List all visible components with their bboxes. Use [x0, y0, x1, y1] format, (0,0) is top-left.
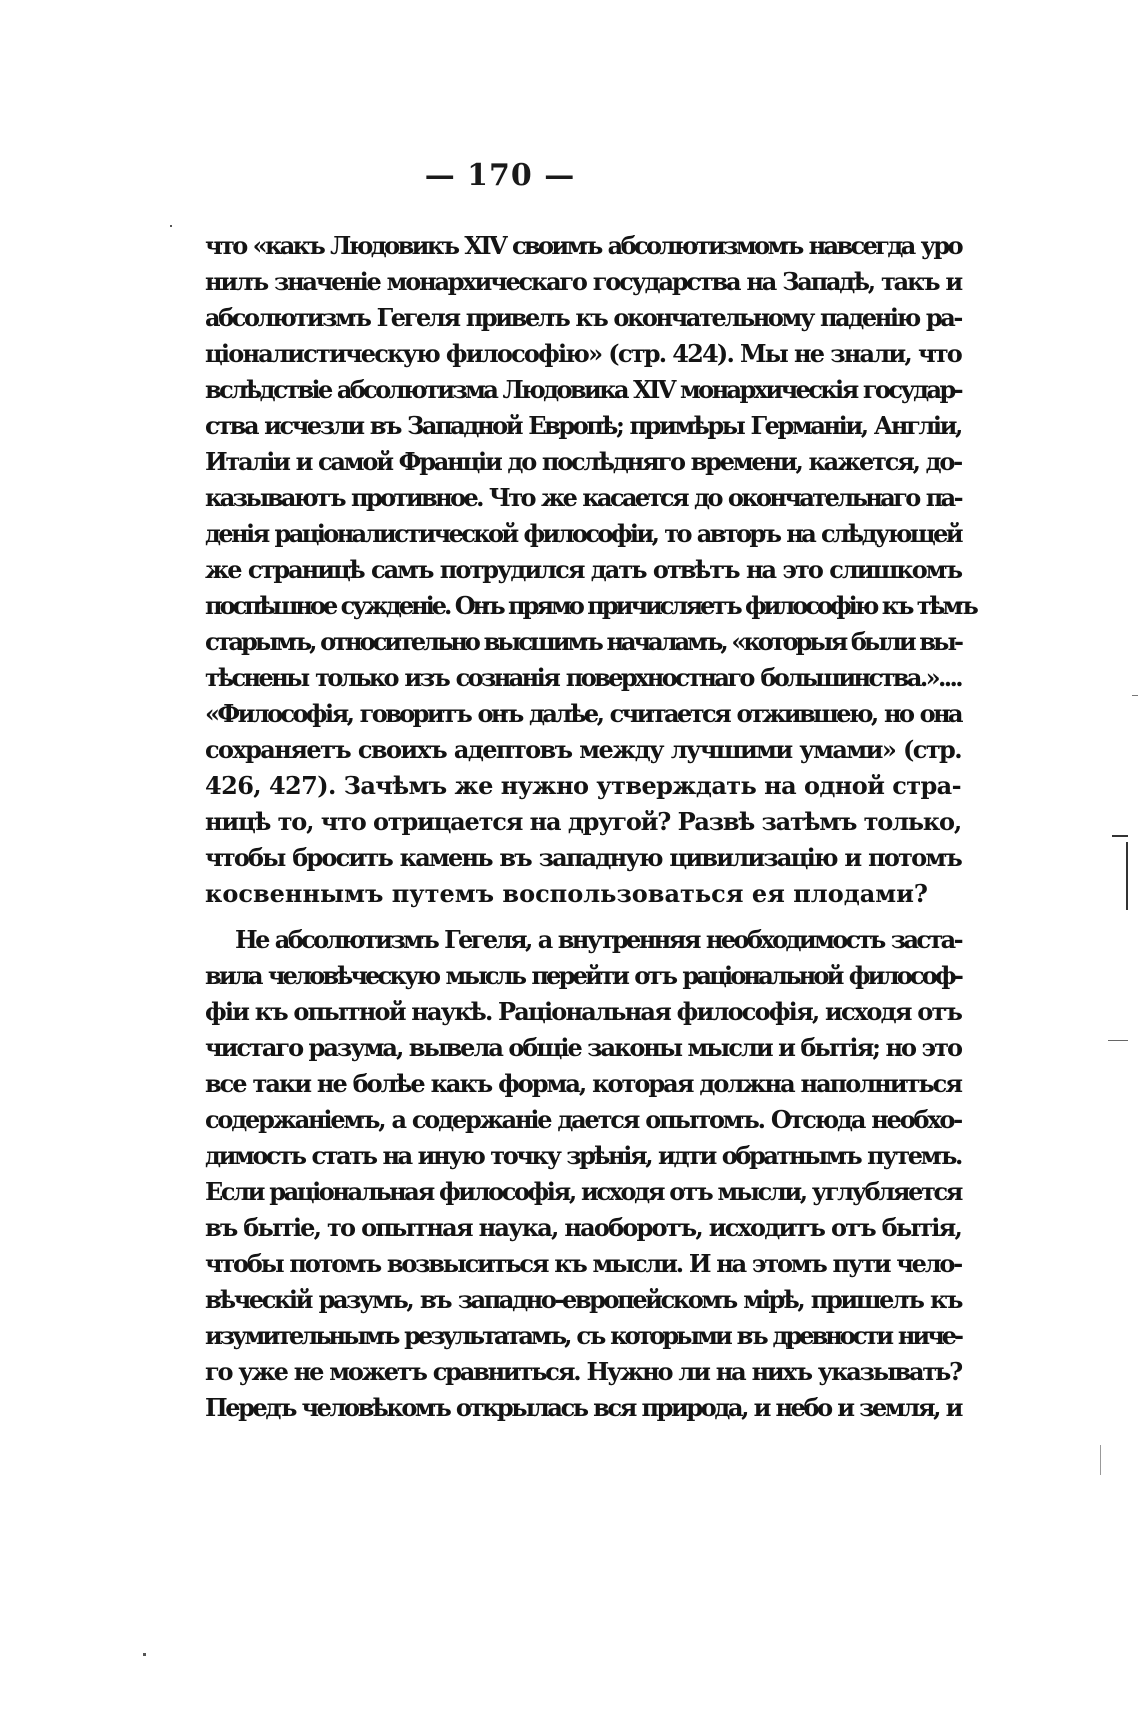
- text-line: Не абсолютизмъ Гегеля, а внутренняя необходимость заста-: [235, 925, 961, 954]
- text-line: димость стать на иную точку зрѣнія, идти обратнымъ путемъ.: [205, 1141, 961, 1170]
- text-line: косвеннымъ путемъ воспользоваться ея плодами?: [205, 879, 928, 908]
- text-line: что «какъ Людовикъ XIV своимъ абсолютизмомъ навсегда уро: [205, 231, 961, 260]
- text-line: Если раціональная философія, исходя отъ мысли, углубляется: [205, 1177, 961, 1206]
- text-line: чистаго разума, вывела общіе законы мысли и бытія; но это: [205, 1033, 961, 1062]
- scan-artifact-mark: [1108, 1040, 1128, 1041]
- text-line: ства исчезли въ Западной Европѣ; примѣры Германіи, Англіи,: [205, 411, 961, 440]
- text-line: Передъ человѣкомъ открылась вся природа, и небо и земля, и: [205, 1393, 961, 1422]
- text-line: чтобы потомъ возвыситься къ мысли. И на этомъ пути чело-: [205, 1249, 961, 1278]
- text-line: го уже не можетъ сравниться. Нужно ли на нихъ указывать?: [205, 1357, 961, 1386]
- text-line: «Философія, говоритъ онъ далѣе, считается отжившею, но она: [205, 699, 961, 728]
- text-line: абсолютизмъ Гегеля привелъ къ окончательному паденію ра-: [205, 303, 961, 332]
- paragraph-2: [205, 922, 961, 1426]
- scan-artifact-mark: [1126, 842, 1128, 910]
- text-line: сохраняетъ своихъ адептовъ между лучшими умами» (стр.: [205, 735, 961, 764]
- scan-artifact-mark: [1132, 695, 1138, 696]
- scan-artifact-mark: [143, 1653, 146, 1656]
- text-line: тѣснены только изъ сознанія поверхностнаго большинства.»....: [205, 663, 961, 692]
- text-line: вѣческій разумъ, въ западно-европейскомъ мірѣ, пришелъ къ: [205, 1285, 961, 1314]
- text-line: казываютъ противное. Что же касается до окончательнаго па-: [205, 483, 961, 512]
- text-line: изумительнымъ результатамъ, съ которыми въ древности ниче-: [205, 1321, 961, 1350]
- text-line: Италіи и самой Франціи до послѣдняго времени, кажется, до-: [205, 447, 961, 476]
- text-line: же страницѣ самъ потрудился дать отвѣтъ на это слишкомъ: [205, 555, 961, 584]
- text-line: ціоналистическую философію» (стр. 424). Мы не знали, что: [205, 339, 961, 368]
- text-line: вила человѣческую мысль перейти отъ раціональной философ-: [205, 961, 961, 990]
- text-line: ницѣ то, что отрицается на другой? Развѣ затѣмъ только,: [205, 807, 961, 836]
- scan-artifact-mark: [170, 225, 172, 227]
- text-line: въ бытіе, то опытная наука, наоборотъ, исходитъ отъ бытія,: [205, 1213, 961, 1242]
- scan-artifact-mark: [1100, 1445, 1101, 1475]
- scan-artifact-mark: [1112, 835, 1128, 837]
- text-line: содержаніемъ, а содержаніе дается опытомъ. Отсюда необхо-: [205, 1105, 961, 1134]
- text-line: старымъ, относительно высшимъ началамъ, «которыя были вы-: [205, 627, 961, 656]
- paragraph-gap: [205, 912, 961, 922]
- paragraph-1: [205, 228, 976, 912]
- text-line: фіи къ опытной наукѣ. Раціональная философія, исходя отъ: [205, 997, 962, 1026]
- text-line: поспѣшное сужденіе. Онъ прямо причисляетъ философію къ тѣмъ: [205, 591, 976, 620]
- text-line: все таки не болѣе какъ форма, которая должна наполниться: [205, 1069, 961, 1098]
- text-line: вслѣдствіе абсолютизма Людовика XIV монархическія государ-: [205, 375, 961, 404]
- text-line: денія раціоналистической философіи, то авторъ на слѣдующей: [205, 519, 961, 548]
- text-block: [205, 228, 976, 1426]
- page-number: — 170 —: [424, 158, 576, 193]
- text-line: нилъ значеніе монархическаго государства на Западѣ, такъ и: [205, 267, 961, 296]
- text-line: 426, 427). Зачѣмъ же нужно утверждать на одной стра-: [205, 771, 961, 800]
- text-line: чтобы бросить камень въ западную цивилизацію и потомъ: [205, 843, 961, 872]
